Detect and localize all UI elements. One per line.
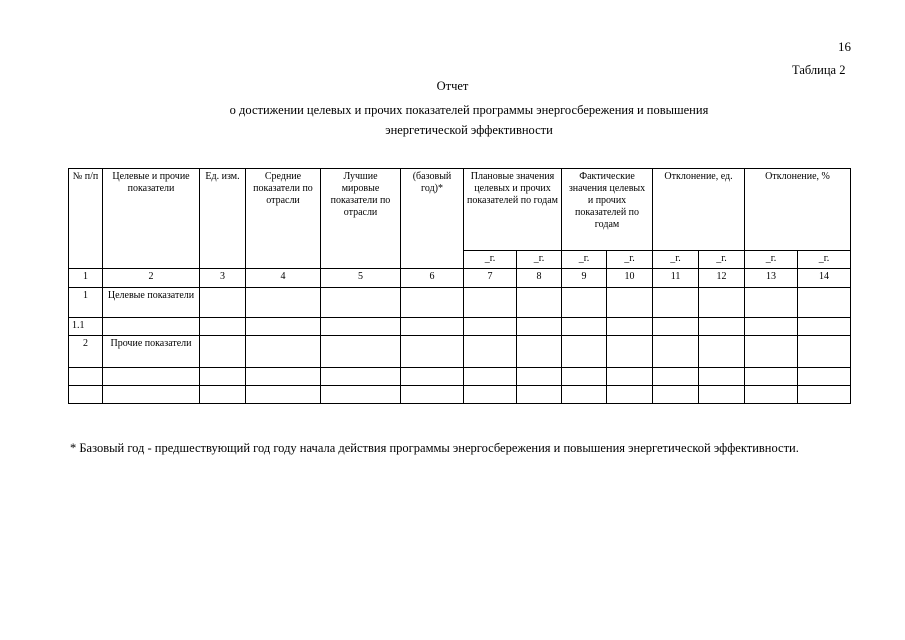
table-cell [798, 336, 851, 368]
header-indicators: Целевые и прочие показатели [103, 169, 200, 269]
year-cell: _г. [798, 251, 851, 269]
table-cell [200, 288, 246, 318]
table-cell [321, 288, 401, 318]
table-cell [401, 288, 464, 318]
table-cell [246, 288, 321, 318]
table-row [69, 336, 851, 368]
table-cell [607, 288, 653, 318]
row-num: 1.1 [69, 318, 103, 336]
table-cell [653, 368, 699, 386]
row-name [103, 386, 200, 404]
table-cell [653, 386, 699, 404]
table-cell [246, 368, 321, 386]
report-subtitle: о достижении целевых и прочих показателей программы энергосбережения и повышения энергетической эффективности [229, 103, 709, 137]
table-label: Таблица 2 [792, 63, 846, 77]
table-cell [745, 288, 798, 318]
table-cell [401, 318, 464, 336]
row-num: 2 [69, 336, 103, 368]
header-base-year: (базовый год)* [401, 169, 464, 269]
table-cell [517, 288, 562, 318]
table-cell [607, 368, 653, 386]
row-name [103, 318, 200, 336]
row-num [69, 368, 103, 386]
table-cell [246, 386, 321, 404]
table-cell [653, 318, 699, 336]
year-cell: _г. [607, 251, 653, 269]
table-cell [321, 336, 401, 368]
column-number: 8 [517, 269, 562, 288]
column-number: 5 [321, 269, 401, 288]
column-number: 7 [464, 269, 517, 288]
table-cell [517, 386, 562, 404]
header-deviation-percent: Отклонение, % [745, 169, 851, 251]
column-number: 13 [745, 269, 798, 288]
table-row [69, 318, 851, 336]
column-number: 3 [200, 269, 246, 288]
table-row [69, 288, 851, 318]
column-number: 1 [69, 269, 103, 288]
header-deviation-units: Отклонение, ед. [653, 169, 745, 251]
header-industry-average: Средние показатели по отрасли [246, 169, 321, 269]
table-cell [200, 336, 246, 368]
year-cell: _г. [745, 251, 798, 269]
table-cell [798, 318, 851, 336]
table-cell [798, 368, 851, 386]
column-number: 2 [103, 269, 200, 288]
table-cell [699, 336, 745, 368]
row-name: Прочие показатели [103, 336, 200, 368]
table-cell [200, 368, 246, 386]
table-cell [401, 386, 464, 404]
header-actual-values: Фактические значения целевых и прочих показателей по годам [562, 169, 653, 251]
table-cell [246, 336, 321, 368]
table-cell [745, 386, 798, 404]
table-cell [745, 336, 798, 368]
table-cell [200, 386, 246, 404]
table-cell [401, 336, 464, 368]
table-cell [699, 386, 745, 404]
column-number-row [69, 269, 851, 288]
row-num: 1 [69, 288, 103, 318]
table-cell [798, 288, 851, 318]
footnote: * Базовый год - предшествующий год году начала действия программы энергосбережения и повышения энергетической эффективности. [70, 441, 799, 455]
year-cell: _г. [653, 251, 699, 269]
table-cell [517, 368, 562, 386]
row-num [69, 386, 103, 404]
table-row [69, 368, 851, 386]
year-cell: _г. [464, 251, 517, 269]
year-cell: _г. [517, 251, 562, 269]
table-cell [464, 336, 517, 368]
header-num: № п/п [69, 169, 103, 269]
table-cell [464, 318, 517, 336]
page-number: 16 [838, 39, 851, 54]
column-number: 10 [607, 269, 653, 288]
table-cell [607, 318, 653, 336]
table-cell [464, 368, 517, 386]
table-cell [246, 318, 321, 336]
table-cell [745, 368, 798, 386]
table-cell [562, 318, 607, 336]
year-cell: _г. [699, 251, 745, 269]
table-cell [321, 386, 401, 404]
table-cell [699, 368, 745, 386]
row-name: Целевые показатели [103, 288, 200, 318]
table-cell [517, 318, 562, 336]
row-name [103, 368, 200, 386]
table-cell [464, 386, 517, 404]
column-number: 6 [401, 269, 464, 288]
table-cell [653, 288, 699, 318]
header-row [69, 169, 851, 251]
table-cell [699, 288, 745, 318]
table-cell [517, 336, 562, 368]
table-cell [321, 318, 401, 336]
year-cell: _г. [562, 251, 607, 269]
header-planned-values: Плановые значения целевых и прочих показателей по годам [464, 169, 562, 251]
table-cell [562, 386, 607, 404]
table-cell [464, 288, 517, 318]
table-cell [653, 336, 699, 368]
table-cell [798, 386, 851, 404]
column-number: 4 [246, 269, 321, 288]
table-cell [562, 336, 607, 368]
table-cell [607, 386, 653, 404]
table-cell [321, 368, 401, 386]
table-cell [745, 318, 798, 336]
column-number: 9 [562, 269, 607, 288]
table-cell [699, 318, 745, 336]
table-cell [200, 318, 246, 336]
table-cell [607, 336, 653, 368]
column-number: 11 [653, 269, 699, 288]
table-row [69, 386, 851, 404]
column-number: 12 [699, 269, 745, 288]
table-cell [401, 368, 464, 386]
report-table [68, 168, 851, 404]
table-cell [562, 288, 607, 318]
table-cell [562, 368, 607, 386]
header-world-best: Лучшие мировые показатели по отрасли [321, 169, 401, 269]
header-unit: Ед. изм. [200, 169, 246, 269]
column-number: 14 [798, 269, 851, 288]
report-title: Отчет [436, 79, 469, 93]
